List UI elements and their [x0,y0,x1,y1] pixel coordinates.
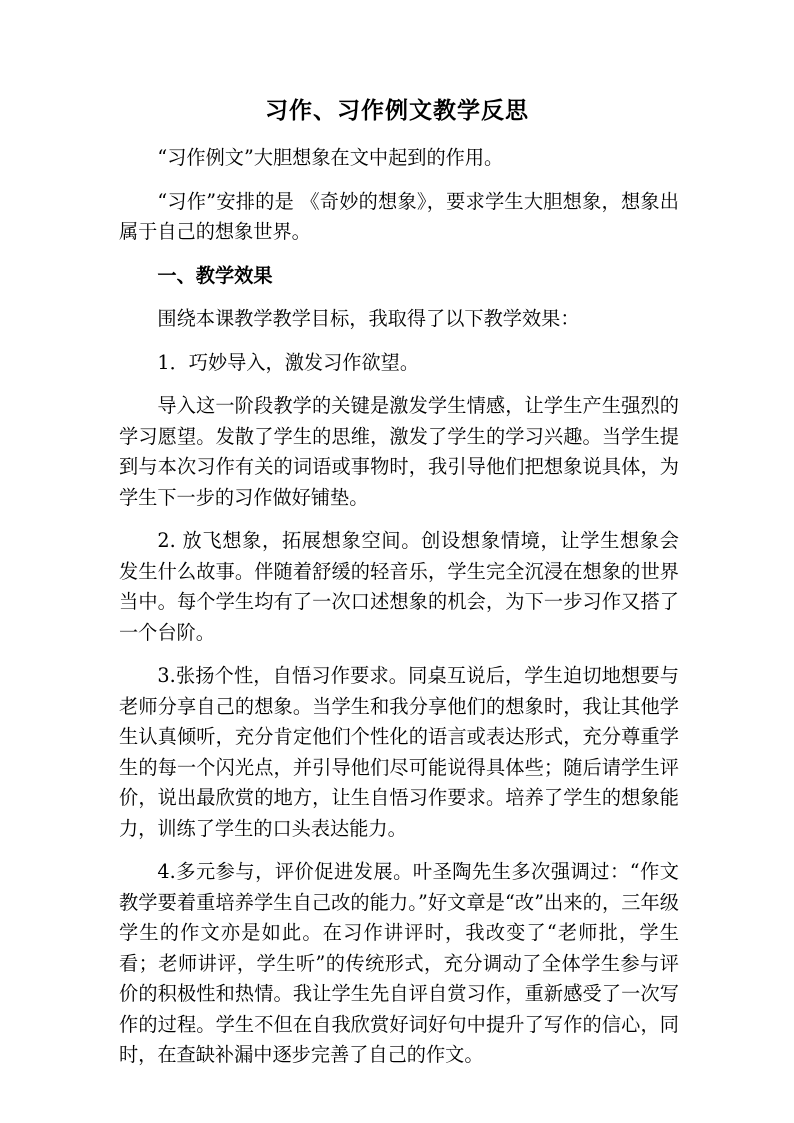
document-title: 习作、习作例文教学反思 [265,97,529,124]
point-1-paragraph: 导入这一阶段教学的关键是激发学生情感，让学生产生强烈的学习愿望。发散了学生的思维，激发了学生的学习兴趣。当学生提到与本次习作有关的词语或事物时，我引导他们把想象说具体，为学生下一步的习作做好铺垫。 [119,394,679,509]
point-1-heading: 1．巧妙导入，激发习作欲望。 [157,350,420,374]
point-4-paragraph: 4.多元参与，评价促进发展。叶圣陶先生多次强调过：“作文教学要着重培养学生自己改的能力。”好文章是“改”出来的，三年级学生的作文亦是如此。在习作讲评时，我改变了“老师批，学生看；老师讲评，学生听”的传统形式，充分调动了全体学生参与评价的积极性和热情。我让学生先自评自赏习作，重新感受了一次写作的过程。学生不但在自我欣赏好词好句中提升了写作的信心，同时，在查缺补漏中逐步完善了自己的作文。 [119,860,679,1066]
assignment-paragraph: “习作”安排的是 《奇妙的想象》，要求学生大胆想象，想象出属于自己的想象世界。 [119,189,679,243]
point-3-paragraph: 3.张扬个性，自悟习作要求。同桌互说后，学生迫切地想要与老师分享自己的想象。当学生和我分享他们的想象时，我让其他学生认真倾听，充分肯定他们个性化的语言或表达形式，充分尊重学生的每一个闪光点，并引导他们尽可能说得具体些；随后请学生评价，说出最欣赏的地方，让生自悟习作要求。培养了学生的想象能力，训练了学生的口头表达能力。 [119,664,679,840]
intro-paragraph: “习作例文”大胆想象在文中起到的作用。 [157,146,504,169]
document-body [119,143,679,1084]
summary-paragraph: 围绕本课教学教学目标，我取得了以下教学效果： [157,307,580,330]
section-heading: 一、教学效果 [157,263,273,287]
point-2-paragraph: 2. 放飞想象，拓展想象空间。创设想象情境，让学生想象会发生什么故事。伴随着舒缓的轻音乐，学生完全沉浸在想象的世界当中。每个学生均有了一次口述想象的机会，为下一步习作又搭了一个台阶。 [119,529,679,644]
